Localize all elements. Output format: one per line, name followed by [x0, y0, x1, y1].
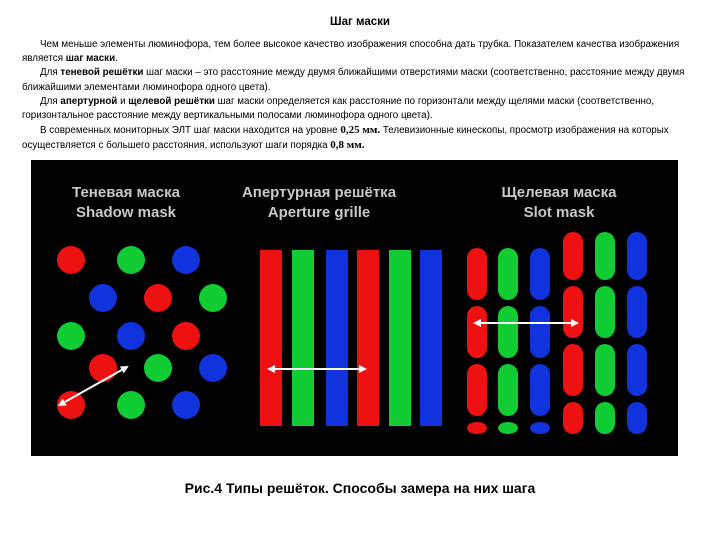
- slot-mask-slot: [530, 306, 550, 358]
- shadow-mask-dot: [117, 322, 145, 350]
- shadow-mask-dot: [57, 246, 85, 274]
- shadow-mask-dot: [117, 246, 145, 274]
- figure-caption: Рис.4 Типы решёток. Способы замера на них шага: [184, 480, 536, 496]
- slot-mask-slot: [467, 306, 487, 358]
- paragraph-1-term: шаг маски: [65, 53, 116, 65]
- aperture-stripe: [292, 250, 314, 426]
- paragraph-2-text: шаг маски – это расстояние между двумя ближайшими отверстиями маски (соответственно, расстояние между двумя ближайшими элементами люминофора одного цвета).: [22, 67, 685, 93]
- shadow-mask-dot: [199, 354, 227, 382]
- aperture-stripe: [260, 250, 282, 426]
- shadow-mask-dot: [57, 322, 85, 350]
- paragraph-2-start: Для: [40, 67, 61, 79]
- slot-mask-slot: [595, 232, 615, 280]
- slot-mask-slot: [530, 422, 550, 434]
- slot-mask-slot: [595, 286, 615, 338]
- aperture-stripe: [357, 250, 379, 426]
- slot-mask-slot: [467, 422, 487, 434]
- shadow-mask-dot: [144, 354, 172, 382]
- paragraph-1: [22, 38, 702, 66]
- slot-mask-label-ru: Щелевая маска: [501, 184, 617, 201]
- slot-mask-slot: [595, 402, 615, 434]
- slot-mask-slot: [498, 422, 518, 434]
- shadow-mask-dot: [57, 391, 85, 419]
- paragraph-3-conj: и: [117, 95, 129, 107]
- shadow-mask-dot: [172, 246, 200, 274]
- shadow-mask-dot: [172, 391, 200, 419]
- slot-mask-slot: [467, 364, 487, 416]
- aperture-grille-label-en: Aperture grille: [267, 204, 371, 221]
- slot-mask-slot: [530, 364, 550, 416]
- paragraph-1-text: Чем меньше элементы люминофора, тем более высокое качество изображения способна дать трубка. Показателем качества изображения является: [22, 39, 680, 65]
- shadow-mask-dot: [89, 284, 117, 312]
- mask-types-figure: [31, 160, 678, 456]
- slot-mask-slot: [530, 248, 550, 300]
- paragraph-2: [22, 66, 702, 94]
- slot-mask-slot: [627, 286, 647, 338]
- slot-mask-slot: [498, 364, 518, 416]
- aperture-stripe: [420, 250, 442, 426]
- paragraph-4: [22, 123, 702, 153]
- body-text: [22, 38, 702, 154]
- shadow-mask-dot: [117, 391, 145, 419]
- paragraph-3-start: Для: [40, 95, 61, 107]
- aperture-stripe: [389, 250, 411, 426]
- paragraph-4-text: Телевизионные кинескопы, просмотр изображения на которых осуществляется с большего расстояния, используют шаги порядка: [22, 125, 669, 152]
- aperture-grille-label-ru: Апертурная решётка: [241, 184, 397, 201]
- aperture-stripe: [326, 250, 348, 426]
- paragraph-3-term-2: щелевой решётки: [128, 95, 215, 107]
- paragraph-3-term-1: апертурной: [60, 95, 118, 107]
- shadow-mask-dot: [144, 284, 172, 312]
- slot-mask-slot: [498, 306, 518, 358]
- page-title: Шаг маски: [330, 16, 390, 28]
- slot-mask-slot: [595, 344, 615, 396]
- slot-mask-slot: [467, 248, 487, 300]
- paragraph-2-term: теневой решётки: [60, 67, 144, 79]
- paragraph-3: [22, 95, 702, 123]
- mask-diagram: [31, 160, 678, 456]
- slot-mask-slot: [563, 402, 583, 434]
- slot-mask-slot: [627, 232, 647, 280]
- paragraph-4-value-2: 0,8 мм.: [330, 139, 365, 152]
- shadow-mask-dot: [89, 354, 117, 382]
- slot-mask-label-en: Slot mask: [523, 204, 595, 221]
- slot-mask-slot: [563, 344, 583, 396]
- slot-mask-slot: [498, 248, 518, 300]
- paragraph-4-value-1: 0,25 мм.: [340, 124, 381, 137]
- paragraph-3-text: шаг маски определяется как расстояние по горизонтали между щелями маски (соответственно, горизонтальное расстояние между вертикальными полосами люминофора одного цвета).: [22, 95, 655, 122]
- slot-mask-slot: [627, 402, 647, 434]
- slot-mask-slot: [627, 344, 647, 396]
- slot-mask-slot: [563, 232, 583, 280]
- paragraph-4-start: В современных мониторных ЭЛТ шаг маски находится на уровне: [40, 125, 341, 137]
- shadow-mask-label-ru: Теневая маска: [72, 184, 180, 201]
- paragraph-1-end: .: [115, 53, 118, 65]
- shadow-mask-dot: [172, 322, 200, 350]
- slot-mask-slot: [563, 286, 583, 338]
- shadow-mask-label-en: Shadow mask: [75, 204, 177, 221]
- shadow-mask-dot: [199, 284, 227, 312]
